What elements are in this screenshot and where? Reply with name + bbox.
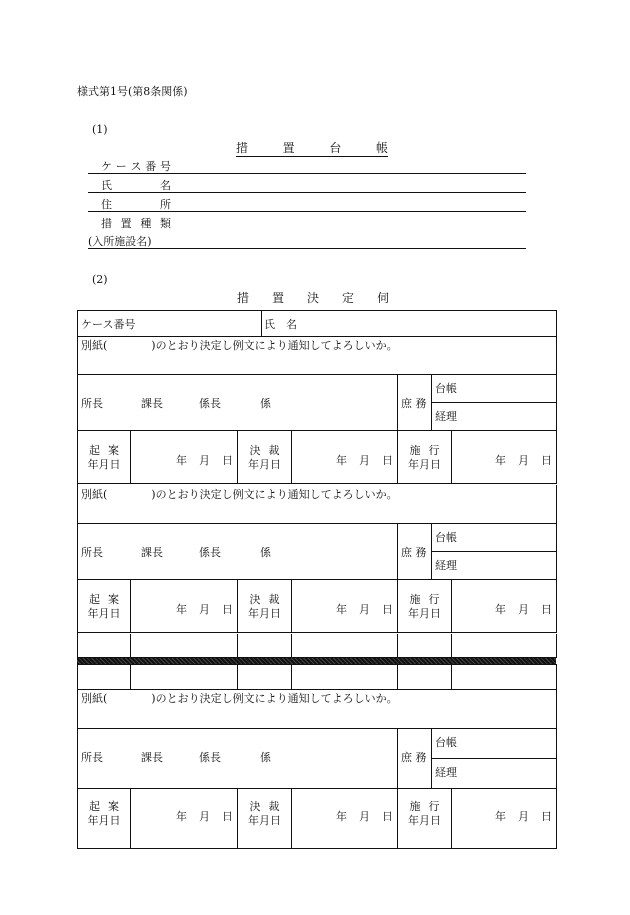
accounting-cell (432, 759, 557, 789)
name-label: 氏 名 (264, 318, 297, 331)
general-affairs-cell (398, 375, 432, 431)
accounting-label: 経理 (435, 410, 457, 423)
continuation-row (77, 634, 557, 658)
decision-title: 措 置 決 定 伺 (237, 291, 389, 305)
approver-cell (78, 524, 398, 580)
approver-staff: 係 (260, 397, 271, 410)
accounting-cell (432, 552, 557, 580)
enforcement-date-label-cell: 施 行 年月日 (398, 789, 452, 849)
row-facility-line (88, 248, 526, 249)
title-underline (236, 156, 388, 157)
general-affairs-label: 庶 務 (401, 751, 427, 764)
approver-section-chief: 課長 (141, 546, 163, 559)
approver-section-chief: 課長 (141, 751, 163, 764)
approver-director: 所長 (81, 546, 103, 559)
approver-cell (78, 729, 398, 789)
enforcement-date-label-cell: 施 行 年月日 (398, 431, 452, 484)
accounting-label: 経理 (435, 766, 457, 779)
row-case-number-line (88, 173, 526, 174)
draft-date-value-cell: 年 月 日 (131, 789, 238, 849)
draft-date-value-cell: 年 月 日 (131, 431, 238, 484)
draft-date-label-cell: 起 案 年月日 (78, 431, 131, 484)
notice-row (78, 689, 557, 729)
register-title: 措 置 台 帳 (236, 141, 388, 155)
approval-date-label-cell: 決 裁 年月日 (238, 431, 292, 484)
ledger-cell (432, 524, 557, 552)
notice-row (78, 336, 557, 375)
section-1-label: (1) (92, 123, 108, 136)
general-affairs-label: 庶 務 (401, 546, 427, 559)
row-name-label: 氏 名 (101, 179, 171, 192)
decision-block-2 (77, 485, 557, 634)
enforcement-date-label-cell: 施 行 年月日 (398, 580, 452, 633)
enforcement-date-value-cell: 年 月 日 (452, 789, 557, 849)
approval-date-value-cell: 年 月 日 (292, 789, 398, 849)
row-address-label: 住 所 (101, 198, 171, 211)
draft-date-label-cell: 起 案 年月日 (78, 789, 131, 849)
ledger-cell (432, 729, 557, 759)
case-header-table (77, 310, 557, 337)
accounting-cell (432, 403, 557, 431)
approver-director: 所長 (81, 397, 103, 410)
general-affairs-label: 庶 務 (401, 397, 427, 410)
row-measure-type-label: 措 置 種 類 (101, 217, 171, 230)
notice-text: 別紙( )のとおり決定し例文により通知してよろしいか。 (81, 488, 398, 501)
general-affairs-cell (398, 524, 432, 580)
decision-block-1 (77, 336, 557, 485)
ledger-label: 台帳 (435, 736, 457, 749)
ledger-label: 台帳 (435, 531, 457, 544)
approval-date-value-cell: 年 月 日 (292, 431, 398, 484)
approval-date-label-cell: 決 裁 年月日 (238, 580, 292, 633)
row-name-line (88, 192, 526, 193)
decision-block-3 (77, 689, 557, 849)
accounting-label: 経理 (435, 559, 457, 572)
approver-staff: 係 (260, 546, 271, 559)
approver-cell (78, 375, 398, 431)
notice-text: 別紙( )のとおり決定し例文により通知してよろしいか。 (81, 339, 398, 352)
draft-date-value-cell: 年 月 日 (131, 580, 238, 633)
enforcement-date-value-cell: 年 月 日 (452, 580, 557, 633)
approver-director: 所長 (81, 751, 103, 764)
approver-staff: 係 (260, 751, 271, 764)
case-number-label: ケース番号 (81, 318, 136, 331)
general-affairs-cell (398, 729, 432, 789)
notice-text: 別紙( )のとおり決定し例文により通知してよろしいか。 (81, 692, 398, 705)
approver-subsection-chief: 係長 (199, 546, 221, 559)
name-cell (262, 311, 557, 337)
ledger-label: 台帳 (435, 382, 457, 395)
row-case-number-label: ケ ー ス 番 号 (101, 160, 171, 173)
approver-subsection-chief: 係長 (199, 751, 221, 764)
approver-section-chief: 課長 (141, 397, 163, 410)
case-number-cell (78, 311, 262, 337)
notice-row (78, 485, 557, 524)
approver-subsection-chief: 係長 (199, 397, 221, 410)
ledger-cell (432, 375, 557, 403)
form-number: 様式第1号(第8条関係) (77, 85, 188, 98)
enforcement-date-value-cell: 年 月 日 (452, 431, 557, 484)
approval-date-label-cell: 決 裁 年月日 (238, 789, 292, 849)
row-address-line (88, 211, 526, 212)
continuation-row-2 (77, 664, 557, 690)
facility-note: (入所施設名) (88, 235, 152, 248)
draft-date-label-cell: 起 案 年月日 (78, 580, 131, 633)
section-2-label: (2) (92, 273, 108, 286)
approval-date-value-cell: 年 月 日 (292, 580, 398, 633)
